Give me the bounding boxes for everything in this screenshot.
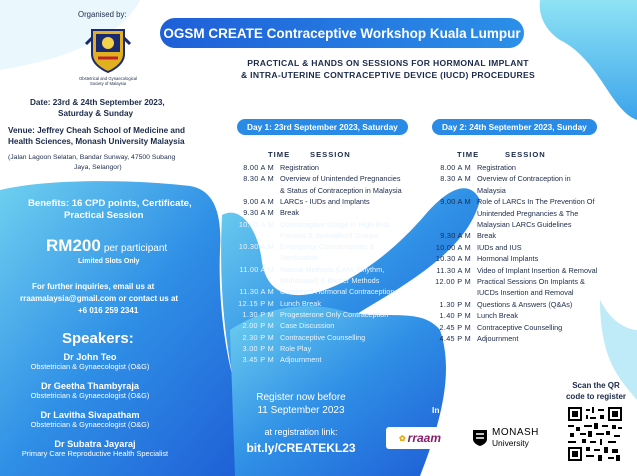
inquiry-line-3: +6 016 259 2341: [78, 306, 139, 315]
limited-slots: Limited Slots Only: [78, 258, 140, 265]
schedule-row: [214, 265, 414, 275]
schedule-time: 8.00 A M: [243, 163, 274, 172]
schedule-session: Role Play: [280, 343, 312, 353]
benefits-line-2: Practical Session: [64, 210, 144, 221]
schedule-row: [214, 321, 414, 331]
speaker-role: Obstetrician & Gynaecologist (O&G): [30, 362, 150, 371]
schedule-time: 8.30 A M: [243, 174, 274, 184]
schedule-row: [411, 163, 621, 173]
inquiry-line-2: rraamalaysia@gmail.com or contact us at: [20, 294, 179, 303]
speaker-name: Dr Subatra Jayaraj: [54, 439, 136, 449]
qr-code-icon[interactable]: [566, 405, 624, 463]
event-address-line-2: Jaya, Selangor): [74, 164, 122, 171]
schedule-row: [411, 243, 621, 253]
price: [46, 236, 167, 256]
schedule-session: Registration: [280, 163, 319, 172]
schedule-time: 3.45 P M: [242, 355, 274, 365]
price-suffix: per participant: [103, 243, 168, 254]
schedule-row: [214, 276, 414, 286]
schedule-session: Overview of Contraception in: [477, 174, 571, 184]
benefits-line-1: Benefits: 16 CPD points, Certificate,: [28, 198, 192, 209]
schedule-row: [214, 208, 414, 218]
schedule-session: Role of LARCs In The Prevention Of: [477, 197, 595, 207]
monash-logo: [468, 425, 554, 451]
qr-label-1: Scan the QR: [572, 381, 620, 390]
schedule-row: [411, 231, 621, 241]
day-2-time-header: TIME: [457, 150, 480, 159]
schedule-session: Contraceptive Counselling: [477, 322, 563, 332]
schedule-session: Natural Methods (LAM, Rhythm,: [280, 264, 385, 274]
rraam-text: rraam: [407, 431, 442, 445]
org-name: Obstetrical and Gynaecological Society of Malaysia: [79, 76, 137, 86]
speaker-role: Obstetrician & Gynaecologist (O&G): [30, 391, 150, 400]
qr-label-2: code to register: [565, 392, 626, 401]
schedule-session: Combined Hormonal Contraception: [280, 287, 395, 297]
monash-university: University: [492, 438, 529, 448]
schedule-session: Hormonal Implants: [477, 254, 539, 264]
price-amount: RM200: [46, 236, 101, 255]
schedule-row: [214, 242, 414, 252]
schedule-time: [214, 276, 280, 286]
speaker-name: Dr Lavitha Sivapatham: [40, 410, 140, 420]
subtitle-line-2: & INTRA-UTERINE CONTRACEPTIVE DEVICE (IUCD) PROCEDURES: [240, 70, 536, 80]
schedule-session: Sterilisation: [280, 253, 318, 263]
schedule-row: [214, 220, 414, 230]
day-1-title: Day 1: 23rd September 2023, Saturday: [237, 119, 408, 135]
speakers-heading: Speakers:: [62, 330, 134, 347]
schedule-time: 9.00 A M: [243, 196, 274, 206]
schedule-session: & Status of Contraception in Malaysia: [280, 185, 402, 195]
speaker-role: Primary Care Reproductive Health Specialist: [21, 449, 169, 458]
day-1-session-header: SESSION: [310, 150, 351, 159]
inquiry-line-1: For further inquiries, email us at: [32, 282, 155, 291]
schedule-time: 4.45 P M: [439, 334, 471, 343]
schedule-session: Contraceptive Usage In High Risk: [280, 219, 390, 229]
speaker-4: [0, 439, 190, 458]
schedule-session: LARCs - IUDs and Implants: [280, 196, 370, 206]
schedule-time: [214, 186, 280, 196]
schedule-session: Break: [280, 208, 300, 218]
monash-name: MONASH: [492, 427, 539, 438]
schedule-session: Lunch Break: [280, 298, 321, 308]
event-date-line-2: Saturday & Sunday: [58, 109, 134, 118]
schedule-row: [214, 186, 414, 196]
schedule-row: [411, 174, 621, 184]
schedule-time: 2.30 P M: [242, 332, 274, 342]
schedule-session: Unintended Pregnancies & The: [477, 208, 579, 218]
page-title: OGSM CREATE Contraceptive Workshop Kuala Lumpur: [160, 18, 524, 48]
schedule-time: 1.30 P M: [242, 309, 274, 319]
schedule-session: Case Discussion: [280, 321, 335, 331]
schedule-row: [411, 288, 621, 298]
collab-label: In collaboration with:: [432, 405, 517, 415]
schedule-time: 11.30 A M: [239, 287, 274, 297]
schedule-row: [214, 355, 414, 365]
schedule-row: [411, 220, 621, 230]
day-2-session-header: SESSION: [505, 150, 546, 159]
event-venue-line-2: Health Sciences, Monash University Malaysia: [8, 137, 185, 146]
speaker-name: Dr John Teo: [63, 352, 117, 362]
schedule-time: [411, 186, 477, 196]
schedule-session: Progesterone Only Contraception: [280, 309, 389, 319]
schedule-row: [214, 299, 414, 309]
schedule-time: 8.00 A M: [440, 163, 471, 172]
schedule-row: [411, 197, 621, 207]
schedule-row: [214, 287, 414, 297]
schedule-row: [411, 311, 621, 321]
schedule-session: Video of Implant Insertion & Removal: [477, 265, 598, 275]
schedule-time: 9.00 A M: [440, 197, 471, 207]
schedule-row: [411, 300, 621, 310]
schedule-time: 1.30 P M: [439, 299, 471, 309]
schedule-session: Patients & Specialised Groups: [280, 230, 379, 240]
schedule-row: [411, 266, 621, 276]
schedule-time: 8.30 A M: [440, 174, 471, 184]
schedule-row: [214, 253, 414, 263]
schedule-row: [411, 209, 621, 219]
schedule-session: Emergency Contraceptives &: [280, 242, 375, 252]
organised-by-label: Organised by:: [78, 10, 127, 19]
schedule-row: [411, 254, 621, 264]
schedule-row: [411, 277, 621, 287]
day-1-time-header: TIME: [268, 150, 291, 159]
schedule-time: 12.00 P M: [435, 277, 471, 286]
schedule-row: [214, 333, 414, 343]
schedule-session: Practical Sessions On Implants &: [477, 277, 585, 286]
schedule-session: Overview of Unintended Pregnancies: [280, 174, 401, 184]
schedule-row: [411, 334, 621, 344]
schedule-session: Contraceptive Counselling: [280, 332, 366, 342]
schedule-session: Withdrawal) & Barrier Methods: [280, 276, 380, 285]
schedule-time: 10.00 A M: [435, 242, 471, 252]
schedule-time: 10.30 A M: [435, 254, 471, 264]
rraam-logo: [386, 427, 454, 449]
schedule-session: Lunch Break: [477, 311, 518, 321]
schedule-session: Adjournment: [280, 355, 322, 365]
register-link-label: at registration link:: [264, 427, 338, 437]
schedule-time: 3.00 P M: [242, 343, 274, 353]
register-link[interactable]: bit.ly/CREATEKL23: [246, 441, 356, 455]
subtitle-line-1: PRACTICAL & HANDS ON SESSIONS FOR HORMONAL IMPLANT: [247, 58, 529, 68]
event-venue-line-1: Venue: Jeffrey Cheah School of Medicine and: [8, 126, 185, 135]
schedule-row: [214, 197, 414, 207]
schedule-row: [411, 323, 621, 333]
schedule-time: 9.30 A M: [440, 231, 471, 241]
schedule-time: [411, 220, 477, 230]
schedule-session: IUDs and IUS: [477, 242, 522, 252]
schedule-row: [214, 344, 414, 354]
speaker-role: Obstetrician & Gynaecologist (O&G): [30, 420, 150, 429]
day-2-title: Day 2: 24th September 2023, Sunday: [432, 119, 597, 135]
register-deadline: 11 September 2023: [257, 405, 345, 416]
schedule-time: 9.30 A M: [243, 208, 274, 218]
schedule-row: [214, 163, 414, 173]
schedule-time: [411, 209, 477, 219]
schedule-time: 2.00 P M: [242, 321, 274, 331]
schedule-row: [214, 174, 414, 184]
schedule-time: 11.00 A M: [239, 264, 274, 274]
register-line: Register now before: [256, 392, 346, 403]
schedule-session: Adjournment: [477, 334, 519, 343]
schedule-time: 11.30 A M: [436, 265, 471, 275]
schedule-time: [214, 231, 280, 241]
event-address-line-1: (Jalan Lagoon Selatan, Bandar Sunway, 47500 Subang: [8, 154, 176, 161]
schedule-time: 1.40 P M: [439, 311, 471, 321]
schedule-row: [411, 186, 621, 196]
schedule-session: Questions & Answers (Q&As): [477, 299, 573, 309]
schedule-session: Break: [477, 231, 497, 241]
monash-shield-icon: [472, 429, 488, 447]
schedule-time: 12.15 P M: [238, 298, 274, 308]
rraam-mark-icon: ✿: [398, 433, 406, 443]
schedule-time: 2.45 P M: [439, 322, 471, 332]
schedule-time: [411, 288, 477, 298]
schedule-session: IUCDs Insertion and Removal: [477, 288, 574, 298]
speaker-1: [0, 352, 180, 371]
ogsm-logo-icon: [84, 24, 132, 74]
schedule-row: [214, 310, 414, 320]
schedule-time: 10.00 A M: [238, 219, 274, 229]
schedule-time: 10.30 A M: [238, 242, 274, 252]
schedule-time: [214, 253, 280, 263]
speaker-3: [0, 410, 180, 429]
schedule-session: Malaysia: [477, 185, 506, 195]
event-date-line-1: Date: 23rd & 24th September 2023,: [30, 98, 165, 107]
schedule-session: Malaysian LARCs Guidelines: [477, 220, 572, 229]
speaker-name: Dr Geetha Thambyraja: [40, 381, 140, 391]
schedule-row: [214, 231, 414, 241]
speaker-2: [0, 381, 180, 400]
schedule-session: Registration: [477, 163, 516, 172]
